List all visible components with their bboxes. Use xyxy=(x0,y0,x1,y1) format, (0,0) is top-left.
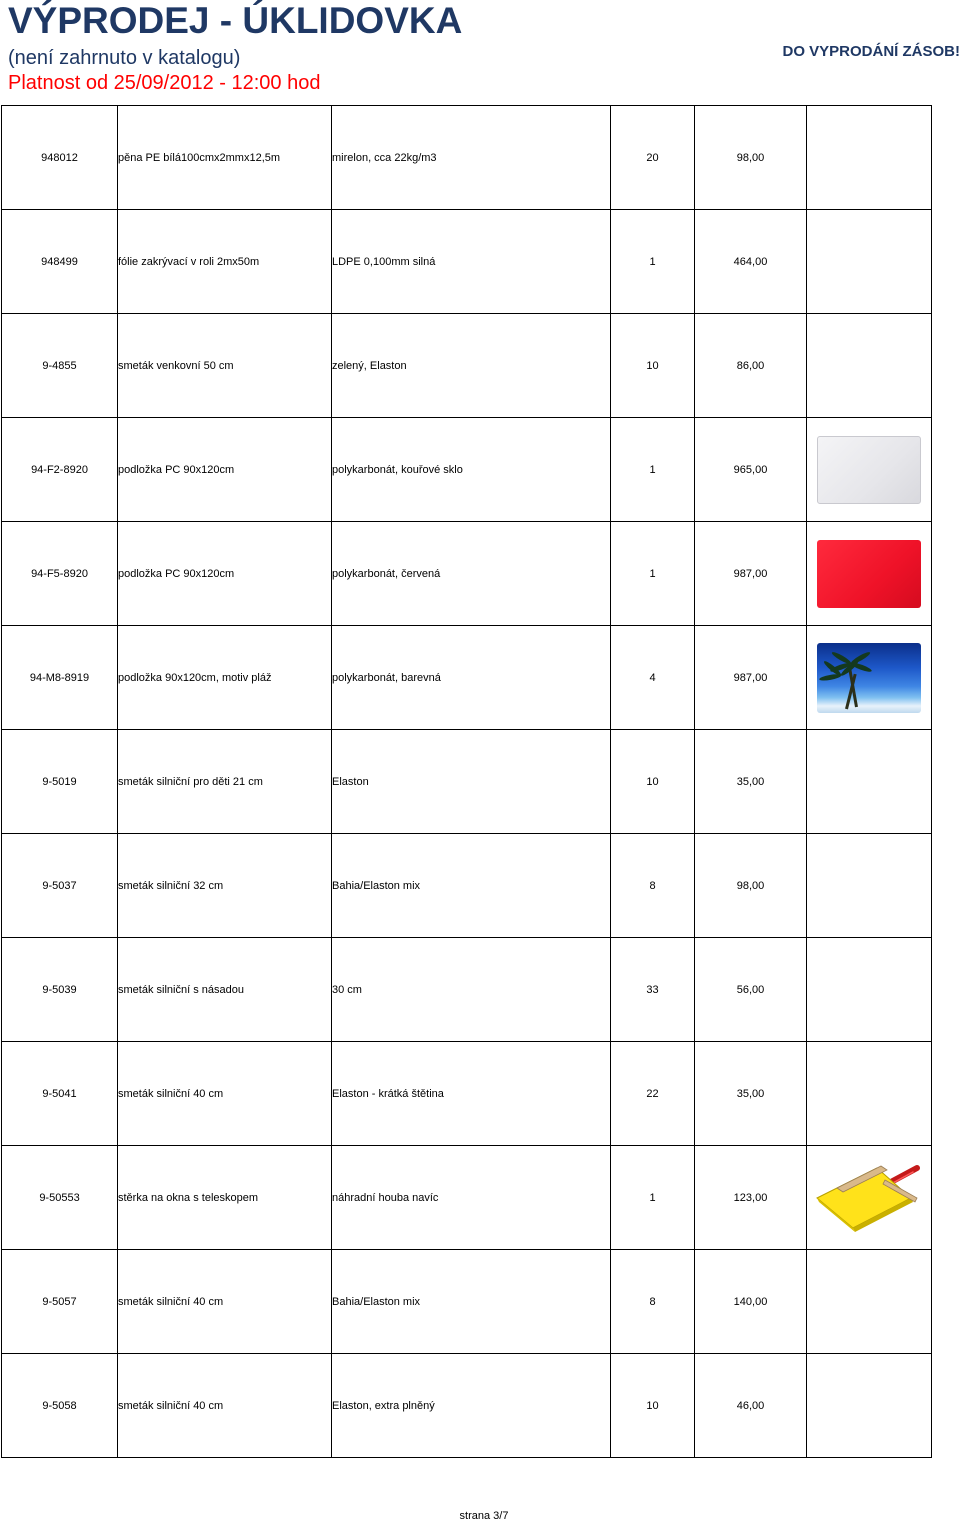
table-row xyxy=(2,106,932,210)
product-price: 123,00 xyxy=(695,1146,807,1250)
product-quantity: 10 xyxy=(611,314,695,418)
product-description: polykarbonát, barevná xyxy=(332,626,611,730)
table-row xyxy=(2,418,932,522)
sale-note: DO VYPRODÁNÍ ZÁSOB! xyxy=(782,43,960,60)
table-row xyxy=(2,1354,932,1458)
product-description: zelený, Elaston xyxy=(332,314,611,418)
product-name: smeták silniční s násadou xyxy=(118,938,332,1042)
product-name: podložka PC 90x120cm xyxy=(118,522,332,626)
product-name: podložka 90x120cm, motiv pláž xyxy=(118,626,332,730)
red-mat-image xyxy=(817,540,921,608)
table-row xyxy=(2,730,932,834)
product-description: LDPE 0,100mm silná xyxy=(332,210,611,314)
product-code: 9-5039 xyxy=(2,938,118,1042)
product-price: 965,00 xyxy=(695,418,807,522)
product-price: 140,00 xyxy=(695,1250,807,1354)
product-quantity: 8 xyxy=(611,1250,695,1354)
product-code: 94-M8-8919 xyxy=(2,626,118,730)
product-image-cell xyxy=(807,210,932,314)
product-description: Elaston xyxy=(332,730,611,834)
product-quantity: 10 xyxy=(611,1354,695,1458)
product-price: 35,00 xyxy=(695,1042,807,1146)
product-table xyxy=(1,105,932,1458)
product-quantity: 1 xyxy=(611,522,695,626)
product-name: smeták silniční pro děti 21 cm xyxy=(118,730,332,834)
product-name: smeták venkovní 50 cm xyxy=(118,314,332,418)
product-quantity: 33 xyxy=(611,938,695,1042)
table-row xyxy=(2,1250,932,1354)
product-quantity: 22 xyxy=(611,1042,695,1146)
product-code: 9-5058 xyxy=(2,1354,118,1458)
product-price: 987,00 xyxy=(695,626,807,730)
product-name: smeták silniční 40 cm xyxy=(118,1250,332,1354)
table-row xyxy=(2,522,932,626)
product-image-cell xyxy=(807,730,932,834)
palm-leaf xyxy=(819,673,842,682)
product-image-cell xyxy=(807,1146,932,1250)
squeegee-image xyxy=(813,1158,925,1234)
product-image-cell xyxy=(807,626,932,730)
table-row xyxy=(2,314,932,418)
product-price: 98,00 xyxy=(695,106,807,210)
product-quantity: 1 xyxy=(611,418,695,522)
product-quantity: 10 xyxy=(611,730,695,834)
product-price: 464,00 xyxy=(695,210,807,314)
product-price: 35,00 xyxy=(695,730,807,834)
product-description: Bahia/Elaston mix xyxy=(332,1250,611,1354)
product-image-cell xyxy=(807,522,932,626)
product-code: 9-5041 xyxy=(2,1042,118,1146)
product-image-cell xyxy=(807,938,932,1042)
product-image-cell xyxy=(807,418,932,522)
product-code: 9-50553 xyxy=(2,1146,118,1250)
product-description: Bahia/Elaston mix xyxy=(332,834,611,938)
product-code: 9-4855 xyxy=(2,314,118,418)
product-description: mirelon, cca 22kg/m3 xyxy=(332,106,611,210)
table-row xyxy=(2,1146,932,1250)
product-quantity: 20 xyxy=(611,106,695,210)
product-code: 9-5037 xyxy=(2,834,118,938)
page-title: VÝPRODEJ - ÚKLIDOVKA xyxy=(8,0,463,41)
product-name: podložka PC 90x120cm xyxy=(118,418,332,522)
page-number: strana 3/7 xyxy=(459,1510,509,1522)
table-row xyxy=(2,938,932,1042)
product-description: polykarbonát, červená xyxy=(332,522,611,626)
product-code: 9-5019 xyxy=(2,730,118,834)
smoke-glass-mat-image xyxy=(817,436,921,504)
table-row xyxy=(2,626,932,730)
validity-date: Platnost od 25/09/2012 - 12:00 hod xyxy=(8,72,321,94)
product-code: 94-F5-8920 xyxy=(2,522,118,626)
product-code: 948012 xyxy=(2,106,118,210)
product-price: 987,00 xyxy=(695,522,807,626)
product-description: polykarbonát, kouřové sklo xyxy=(332,418,611,522)
product-image-cell xyxy=(807,106,932,210)
product-code: 94-F2-8920 xyxy=(2,418,118,522)
product-name: smeták silniční 40 cm xyxy=(118,1042,332,1146)
product-price: 98,00 xyxy=(695,834,807,938)
product-description: náhradní houba navíc xyxy=(332,1146,611,1250)
beach-mat-image xyxy=(817,643,921,713)
product-name: stěrka na okna s teleskopem xyxy=(118,1146,332,1250)
table-row xyxy=(2,210,932,314)
product-description: 30 cm xyxy=(332,938,611,1042)
product-image-cell xyxy=(807,1042,932,1146)
product-price: 86,00 xyxy=(695,314,807,418)
table-row xyxy=(2,834,932,938)
product-quantity: 1 xyxy=(611,210,695,314)
product-name: smeták silniční 32 cm xyxy=(118,834,332,938)
product-code: 948499 xyxy=(2,210,118,314)
product-image-cell xyxy=(807,314,932,418)
product-description: Elaston - krátká štětina xyxy=(332,1042,611,1146)
product-image-cell xyxy=(807,1250,932,1354)
product-image-cell xyxy=(807,834,932,938)
product-name: smeták silniční 40 cm xyxy=(118,1354,332,1458)
table-row xyxy=(2,1042,932,1146)
catalog-note: (není zahrnuto v katalogu) xyxy=(8,47,241,69)
product-price: 46,00 xyxy=(695,1354,807,1458)
product-price: 56,00 xyxy=(695,938,807,1042)
product-quantity: 8 xyxy=(611,834,695,938)
product-name: pěna PE bílá100cmx2mmx12,5m xyxy=(118,106,332,210)
product-quantity: 1 xyxy=(611,1146,695,1250)
product-code: 9-5057 xyxy=(2,1250,118,1354)
product-description: Elaston, extra plněný xyxy=(332,1354,611,1458)
product-image-cell xyxy=(807,1354,932,1458)
product-name: fólie zakrývací v roli 2mx50m xyxy=(118,210,332,314)
product-quantity: 4 xyxy=(611,626,695,730)
